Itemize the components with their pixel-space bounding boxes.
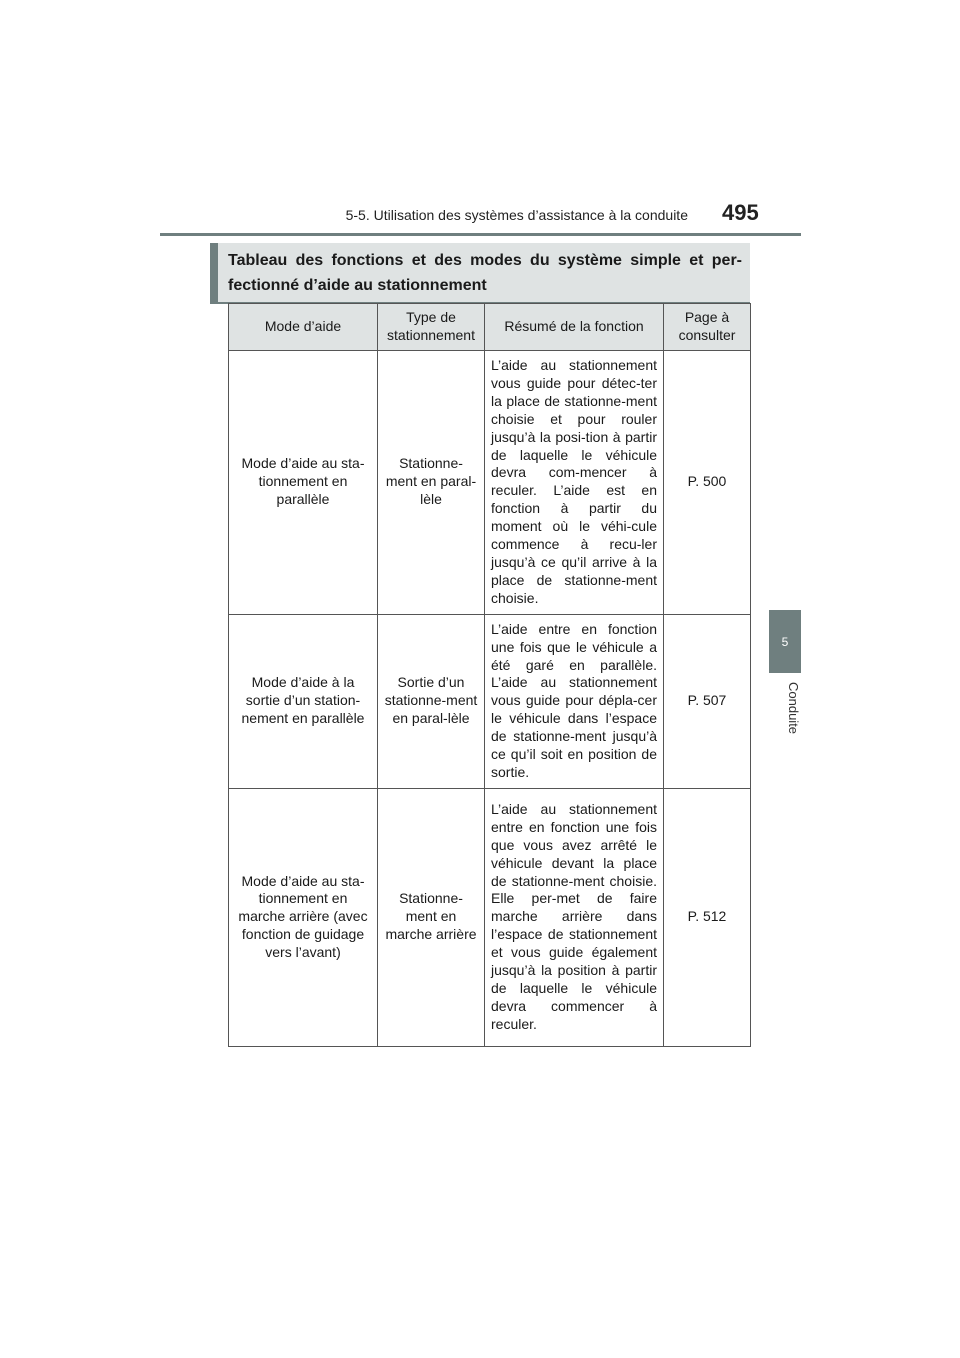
table-header-row	[229, 304, 751, 351]
cell-mode: Mode d’aide à la sortie d’un station-nement en parallèle	[229, 614, 378, 788]
cell-page: P. 512	[664, 788, 751, 1046]
cell-mode: Mode d’aide au sta-tionnement en marche arrière (avec fonction de guidage vers l’avant)	[229, 788, 378, 1046]
chapter-tab	[769, 610, 801, 673]
table-row	[229, 788, 751, 1046]
column-header-type: Type de stationnement	[378, 304, 485, 351]
cell-type: Stationne-ment en marche arrière	[378, 788, 485, 1046]
cell-summary: L’aide entre en fonction une fois que le véhicule a été garé en parallèle. L’aide au stationnement vous guide pour dépla-cer le véhicule dans l’espace de stationne-ment jusqu’à ce qu’il soit en position de sortie.	[485, 614, 664, 788]
table-row	[229, 614, 751, 788]
cell-type: Sortie d’un stationne-ment en paral-lèle	[378, 614, 485, 788]
chapter-number: 5	[781, 634, 789, 649]
cell-summary: L’aide au stationnement vous guide pour détec-ter la place de stationne-ment choisie et pour rouler jusqu’à la posi-tion à partir de laquelle le véhicule devra com-mencer à reculer. L’aide est en fonction à partir du moment où le véhi-cule commence à recu-ler jusqu’à ce qu’il arrive à la place de stationne-ment choisie.	[485, 351, 664, 615]
chapter-label: Conduite	[786, 682, 801, 735]
header-rule	[160, 233, 801, 236]
cell-summary: L’aide au stationnement entre en fonction une fois que vous avez arrêté le véhicule devant la place de stationne-ment choisie. Elle per-met de faire marche arrière dans l’espace de stationnement et vous guide également jusqu’à la position à partir de laquelle le véhicule devra commencer à reculer.	[485, 788, 664, 1046]
cell-page: P. 507	[664, 614, 751, 788]
table-row	[229, 351, 751, 615]
column-header-mode: Mode d’aide	[229, 304, 378, 351]
header-section-title: 5-5. Utilisation des systèmes d’assistance à la conduite	[345, 207, 688, 223]
modes-table	[228, 303, 751, 1047]
cell-mode: Mode d’aide au sta-tionnement en parallèle	[229, 351, 378, 615]
column-header-page: Page à consulter	[664, 304, 751, 351]
page-number: 495	[722, 200, 759, 225]
cell-type: Stationne-ment en paral-lèle	[378, 351, 485, 615]
cell-page: P. 500	[664, 351, 751, 615]
column-header-summary: Résumé de la fonction	[485, 304, 664, 351]
section-heading: Tableau des fonctions et des modes du système simple et per-fectionné d’aide au stationnement	[210, 243, 750, 304]
